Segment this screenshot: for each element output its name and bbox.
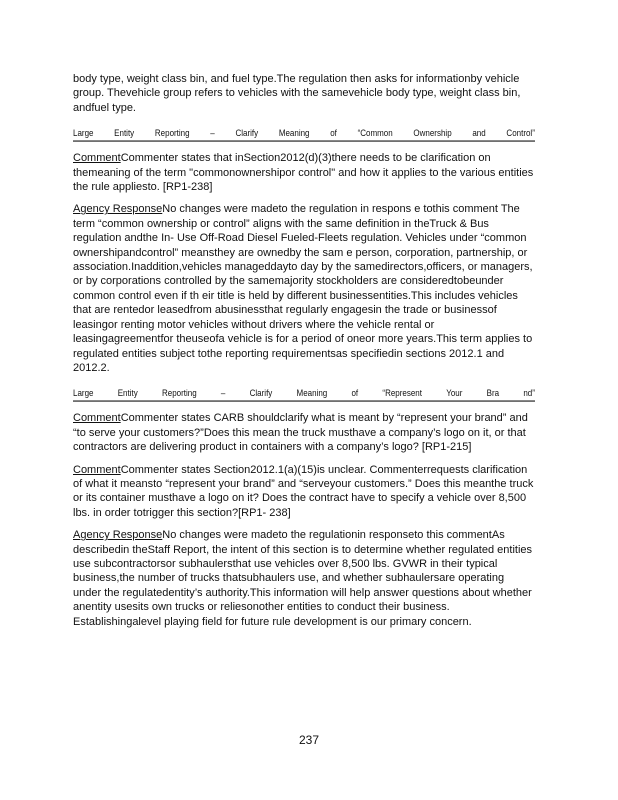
comment-label: Comment [73, 463, 121, 476]
agency-response-text: No changes were madeto the regulation in respons e tothis comment The term “common ownership or control” aligns with the same definition in theTruck & Bus regulation andthe In- Use Off-Road Diesel Fueled-Fleets regulation. Vehicles under “common ownershipandcontrol” meansthey are ownedby the sam e person, corporation, partnership, or association.Inaddition,vehicles manageddayto day by the samedirectors,officers, or managers, or by corporations controlled by the samemajority stockholders are consideredtobeunder common control even if th eir title is held by different businessentities.This includes vehicles that are rentedor leasedfrom abusinessthat regularly engagesin the trade or businessof leasingor renting motor vehicles without drivers where the vehicle rental or leasingagreementfor theuseofa vehicle is for a period of oneor more years.This term applies to regulated entities subject tothe reporting requirementsas specifiedin sections 2012.1 and 2012.2. [73, 203, 533, 374]
heading-word: – [220, 388, 226, 399]
heading-word: “Common [357, 128, 393, 139]
heading-word: Reporting [161, 388, 197, 399]
heading-word: Entity [114, 128, 135, 139]
agency-response-label: Agency Response [73, 529, 163, 542]
heading-word: Bra [486, 388, 500, 399]
heading-word: nd” [523, 388, 535, 399]
comment-paragraph-1 [73, 151, 535, 194]
heading-word: Meaning [296, 388, 328, 399]
heading-word: Clarify [249, 388, 273, 399]
heading-word: Your [446, 388, 463, 399]
document-page [73, 72, 535, 637]
agency-response-paragraph-2 [73, 528, 535, 629]
section-heading-common-ownership [73, 129, 535, 142]
comment-text: Commenter states CARB shouldclarify what is meant by “represent your brand” and “to serve your customers?”Does this mean the truck musthave a company’s logo on it, or that contractors are delivering product in containers with a company’s logo? [RP1-215] [73, 412, 528, 454]
agency-response-text: No changes were madeto the regulationin responseto this commentAs describedin theStaff Report, the intent of this section is to determine whether regulated entities use subcontractorsor subhaulersthat use vehicles over 8,500 lbs. GVWR in their typical business,the number of trucks thatsubhaulers use, and whether subhaulersare operating under the regulatedentity’s authority.This information will help answer questions about whether anentity usesits own trucks or reliesonother entities to conduct their business. Establishingalevel playing field for future rule development is our primary concern. [73, 529, 533, 628]
agency-response-paragraph-1 [73, 202, 535, 375]
heading-word: Control” [506, 128, 535, 139]
heading-word: Large [73, 128, 94, 139]
heading-word: Clarify [235, 128, 259, 139]
heading-word: Meaning [278, 128, 310, 139]
heading-word: Reporting [154, 128, 190, 139]
heading-word: Entity [117, 388, 138, 399]
heading-word: – [210, 128, 215, 139]
comment-label: Comment [73, 412, 121, 425]
comment-text: Commenter states that inSection2012(d)(3)there needs to be clarification on themeaning of the term "commonownershipor control" and how it applies to the various entities the rule appliesto. [RP1-238] [73, 152, 534, 194]
page-number: 237 [298, 733, 320, 747]
intro-paragraph: body type, weight class bin, and fuel type.The regulation then asks for informationby vehicle group. Thevehicle group refers to vehicles with the samevehicle body type, weight class bin, andfuel type. [73, 73, 521, 114]
heading-word: and [472, 128, 486, 139]
section-heading-represent-your-brand [73, 389, 535, 402]
heading-word: Large [73, 388, 94, 399]
heading-word: of [351, 388, 359, 399]
heading-word: Ownership [413, 128, 452, 139]
comment-label: Comment [73, 152, 121, 165]
comment-paragraph-3 [73, 463, 535, 521]
agency-response-label: Agency Response [73, 203, 163, 216]
comment-text: Commenter states Section2012.1(a)(15)is unclear. Commenterrequests clarification of what it meansto “represent your brand” and “serveyour customers.” Does this meanthe truck or its container musthave a logo on it? Does the contract have to specify a vehicle over 8,500 lbs. in order totrigger this section?[RP1- 238] [73, 463, 534, 519]
comment-paragraph-2 [73, 411, 535, 454]
heading-word: “Represent [382, 388, 422, 399]
heading-word: of [330, 128, 337, 139]
